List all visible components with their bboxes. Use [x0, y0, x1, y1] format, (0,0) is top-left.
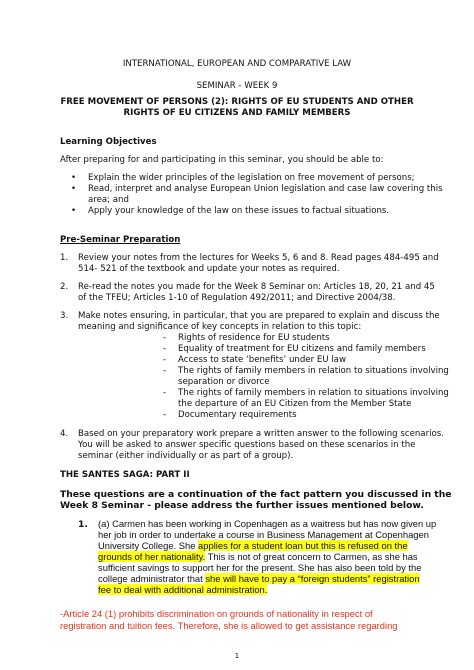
- question-line: sufficient savings to support her for the present. She has also been told by the: [98, 562, 422, 573]
- highlighted-text: she will have to pay a “foreign students” registration: [205, 573, 420, 584]
- dash-marker: -: [163, 355, 167, 365]
- concept-item: The rights of family members in relation to situations involving: [178, 388, 449, 398]
- saga-intro-line1: These questions are a continuation of the fact pattern you discussed in the: [60, 489, 452, 500]
- question-line: her job in order to undertake a course in Business Management at Copenhagen: [98, 529, 429, 540]
- concept-item-cont: separation or divorce: [178, 377, 270, 387]
- objective-item: Read, interpret and analyse European Union legislation and case law covering this: [88, 184, 443, 194]
- concept-item: Documentary requirements: [178, 410, 297, 420]
- list-number: 3.: [60, 311, 69, 321]
- question-number: 1.: [78, 519, 88, 530]
- question-line: [98, 584, 267, 596]
- question-line: [98, 540, 408, 552]
- preparation-item: Make notes ensuring, in particular, that you are prepared to explain and discuss the: [78, 311, 440, 321]
- question-text: This is not of great concern to Carmen, as she has: [205, 551, 418, 562]
- saga-heading: THE SANTES SAGA: PART II: [60, 470, 190, 480]
- saga-intro-line2: Week 8 Seminar - please address the further issues mentioned below.: [60, 500, 424, 511]
- bullet-icon: •: [71, 173, 77, 183]
- preparation-item: Based on your preparatory work prepare a written answer to the following scenarios.: [78, 429, 444, 439]
- preparation-item-cont: meaning and significance of key concepts in relation to this topic:: [78, 322, 362, 332]
- dash-marker: -: [163, 388, 167, 398]
- preparation-item-cont: of the TFEU; Articles 1-10 of Regulation 492/2011; and Directive 2004/38.: [78, 293, 396, 303]
- bullet-icon: •: [71, 184, 77, 194]
- dash-marker: -: [163, 344, 167, 354]
- concept-item: The rights of family members in relation to situations involving: [178, 366, 449, 376]
- list-number: 2.: [60, 282, 69, 292]
- preparation-item: Re-read the notes you made for the Week 8 Seminar on: Articles 18, 20, 21 and 45: [78, 282, 435, 292]
- question-text: University College. She: [98, 540, 199, 551]
- objective-item-cont: area; and: [88, 195, 129, 205]
- dash-marker: -: [163, 333, 167, 343]
- objective-item: Apply your knowledge of the law on these issues to factual situations.: [88, 206, 390, 216]
- highlighted-text: fee to deal with additional administration.: [98, 584, 268, 595]
- document-title-line2: RIGHTS OF EU CITIZENS AND FAMILY MEMBERS: [123, 108, 351, 118]
- highlighted-text: applies for a student loan but this is refused on the: [198, 540, 408, 551]
- question-line: [98, 573, 420, 585]
- course-title: INTERNATIONAL, EUROPEAN AND COMPARATIVE LAW: [122, 59, 352, 69]
- question-line: [98, 551, 418, 563]
- dash-marker: -: [163, 410, 167, 420]
- dash-marker: -: [163, 366, 167, 376]
- seminar-week: SEMINAR - WEEK 9: [196, 81, 278, 91]
- concept-item-cont: the departure of an EU Citizen from the Member State: [178, 399, 412, 409]
- list-number: 1.: [60, 253, 69, 263]
- annotation-line: registration and tuition fees. Therefore, she is allowed to get assistance regarding: [60, 620, 398, 631]
- page-number: 1: [234, 652, 240, 660]
- list-number: 4.: [60, 429, 69, 439]
- document-title-line1: FREE MOVEMENT OF PERSONS (2): RIGHTS OF EU STUDENTS AND OTHER: [60, 97, 414, 107]
- question-line: (a) Carmen has been working in Copenhagen as a waitress but has now given up: [98, 518, 437, 529]
- objective-item: Explain the wider principles of the legislation on free movement of persons;: [88, 173, 415, 183]
- concept-item: Rights of residence for EU students: [178, 333, 330, 343]
- objectives-heading: Learning Objectives: [60, 137, 157, 147]
- preparation-item-cont: seminar (either individually or as part of a group).: [78, 451, 294, 461]
- preparation-item-cont: 514- 521 of the textbook and update your notes as required.: [78, 264, 340, 274]
- preparation-item: Review your notes from the lectures for Weeks 5, 6 and 8. Read pages 484-495 and: [78, 253, 439, 263]
- objectives-intro: After preparing for and participating in this seminar, you should be able to:: [60, 155, 384, 165]
- bullet-icon: •: [71, 206, 77, 216]
- preparation-heading: Pre-Seminar Preparation: [60, 235, 181, 245]
- concept-item: Equality of treatment for EU citizens and family members: [178, 344, 426, 354]
- highlighted-text: grounds of her nationality.: [98, 551, 206, 562]
- concept-item: Access to state ‘benefits’ under EU law: [178, 355, 346, 365]
- question-text: college administrator that: [98, 573, 206, 584]
- preparation-item-cont: You will be asked to answer specific questions based on these scenarios in the: [78, 440, 416, 450]
- annotation-line: -Article 24 (1) prohibits discrimination on grounds of nationality in respect of: [60, 608, 373, 619]
